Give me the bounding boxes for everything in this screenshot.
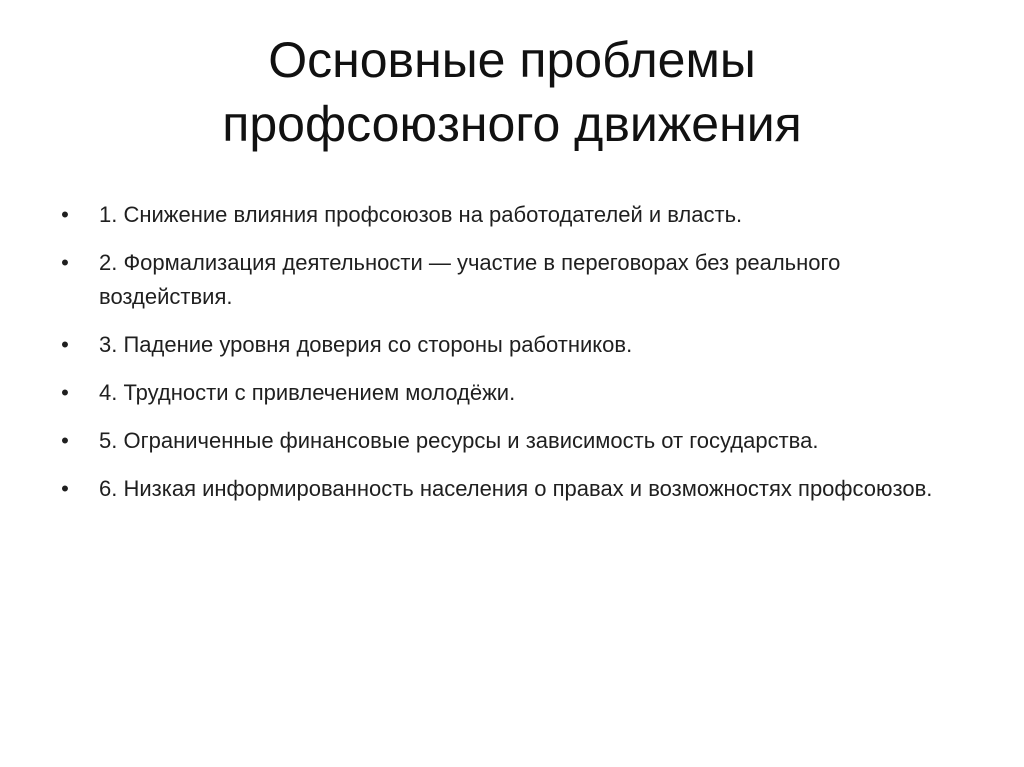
bullet-list	[55, 198, 975, 520]
bullet-item-6	[55, 472, 975, 506]
bullet-dot-icon: •	[61, 380, 69, 405]
slide-title	[60, 28, 964, 156]
bullet-dot-icon: •	[61, 332, 69, 357]
bullet-text-3: 3. Падение уровня доверия со стороны работников.	[99, 332, 633, 357]
slide-title-line-2: профсоюзного движения	[222, 96, 802, 152]
bullet-item-2	[55, 246, 975, 314]
bullet-dot-icon: •	[61, 476, 69, 501]
bullet-text-1: 1. Снижение влияния профсоюзов на работодателей и власть.	[99, 202, 743, 227]
bullet-text-4: 4. Трудности с привлечением молодёжи.	[99, 380, 516, 405]
bullet-item-1	[55, 198, 975, 232]
bullet-item-4	[55, 376, 975, 410]
bullet-text-6: 6. Низкая информированность населения о правах и возможностях профсоюзов.	[99, 476, 933, 501]
bullet-text-2: 2. Формализация деятельности — участие в переговорах без реального воздействия.	[99, 250, 841, 309]
bullet-dot-icon: •	[61, 250, 69, 275]
bullet-dot-icon: •	[61, 202, 69, 227]
slide-title-line-1: Основные проблемы	[268, 32, 756, 88]
bullet-item-5	[55, 424, 975, 458]
bullet-item-3	[55, 328, 975, 362]
bullet-dot-icon: •	[61, 428, 69, 453]
bullet-text-5: 5. Ограниченные финансовые ресурсы и зависимость от государства.	[99, 428, 819, 453]
